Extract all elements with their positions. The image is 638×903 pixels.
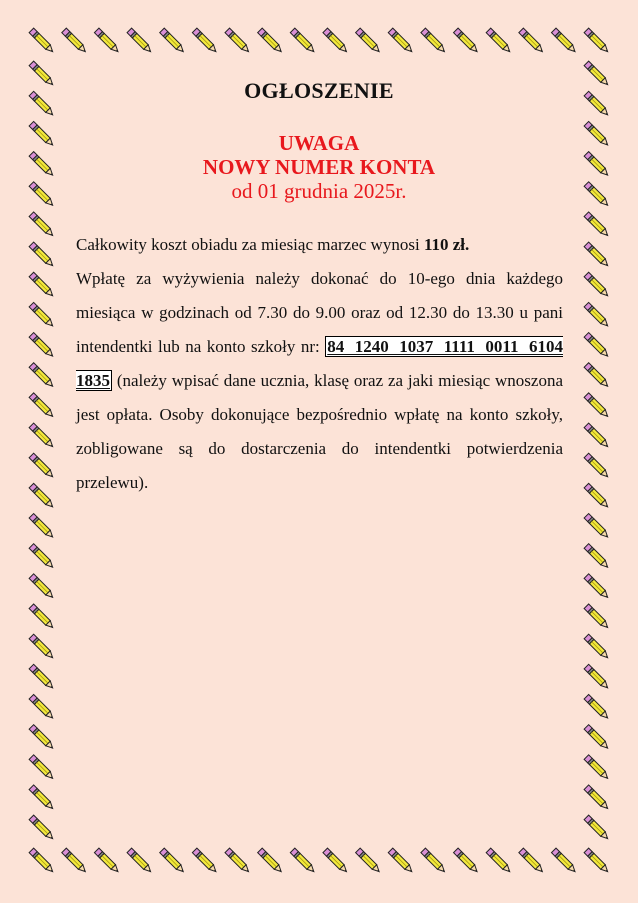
- cost-paragraph: [76, 228, 563, 262]
- pencil-icon: [29, 333, 55, 359]
- pencil-icon: [584, 634, 610, 660]
- pencil-icon: [584, 212, 610, 238]
- pencil-icon: [192, 28, 218, 54]
- notice-effective-date: od 01 grudnia 2025r.: [231, 179, 407, 203]
- pencil-icon: [421, 28, 447, 54]
- pencil-icon: [225, 848, 251, 874]
- pencil-icon: [584, 242, 610, 268]
- pencil-icon: [29, 242, 55, 268]
- pencil-icon: [584, 333, 610, 359]
- pencil-icon: [454, 848, 480, 874]
- pencil-icon: [584, 785, 610, 811]
- pencil-icon: [584, 664, 610, 690]
- pencil-icon: [584, 694, 610, 720]
- pencil-icon: [94, 28, 120, 54]
- pencil-icon: [29, 302, 55, 328]
- pencil-icon: [160, 28, 186, 54]
- pencil-icon: [584, 393, 610, 419]
- account-number: 84 1240 1037 1111 0011 6104 1835: [76, 337, 563, 390]
- pencil-icon: [29, 28, 55, 54]
- pencil-icon: [127, 848, 153, 874]
- pencil-icon: [323, 848, 349, 874]
- pencil-icon: [388, 28, 414, 54]
- pencil-icon: [29, 634, 55, 660]
- pencil-icon: [127, 28, 153, 54]
- pencil-icon: [29, 393, 55, 419]
- pencil-icon: [258, 28, 284, 54]
- pencil-icon: [584, 272, 610, 298]
- pencil-icon: [584, 848, 610, 874]
- pencil-icon: [584, 28, 610, 54]
- pencil-icon: [584, 755, 610, 781]
- pencil-icon: [551, 848, 577, 874]
- notice-warning: UWAGA: [278, 131, 360, 155]
- pencil-icon: [584, 725, 610, 751]
- pencil-icon: [29, 363, 55, 389]
- pencil-icon: [551, 28, 577, 54]
- pencil-icon: [62, 848, 88, 874]
- payment-paragraph: [76, 262, 563, 500]
- cost-amount: 110 zł.: [423, 235, 470, 254]
- pencil-icon: [323, 28, 349, 54]
- pencil-icon: [584, 483, 610, 509]
- pencil-icon: [486, 848, 512, 874]
- announcement-body: [76, 228, 563, 500]
- page-title: OGŁOSZENIE: [244, 78, 394, 103]
- pencil-icon: [258, 848, 284, 874]
- pencil-icon: [356, 28, 382, 54]
- pencil-icon: [584, 604, 610, 630]
- pencil-icon: [160, 848, 186, 874]
- pencil-icon: [192, 848, 218, 874]
- pencil-icon: [29, 755, 55, 781]
- pencil-icon: [356, 848, 382, 874]
- payment-instructions: (należy wpisać dane ucznia, klasę oraz za jaki miesiąc wnoszona jest opłata. Osoby dokonujące bezpośrednio wpłatę na konto szkoły, zobligowane są do dostarczenia do intendentki potwierdzenia przelewu).: [76, 371, 563, 492]
- pencil-icon: [584, 363, 610, 389]
- pencil-icon: [584, 544, 610, 570]
- pencil-icon: [225, 28, 251, 54]
- pencil-icon: [29, 212, 55, 238]
- pencil-icon: [454, 28, 480, 54]
- notice-new-account: NOWY NUMER KONTA: [202, 155, 436, 179]
- pencil-icon: [29, 848, 55, 874]
- pencil-icon: [29, 544, 55, 570]
- pencil-icon: [29, 483, 55, 509]
- pencil-icon: [94, 848, 120, 874]
- pencil-icon: [29, 574, 55, 600]
- pencil-icon: [29, 694, 55, 720]
- pencil-icon: [29, 423, 55, 449]
- pencil-icon: [29, 604, 55, 630]
- pencil-icon: [421, 848, 447, 874]
- cost-text: Całkowity koszt obiadu za miesiąc marzec wynosi: [76, 235, 424, 254]
- pencil-icon: [584, 453, 610, 479]
- pencil-icon: [290, 28, 316, 54]
- pencil-icon: [29, 815, 55, 841]
- pencil-icon: [486, 28, 512, 54]
- pencil-icon: [584, 423, 610, 449]
- payment-text: Wpłatę za wyżywienia należy dokonać do 10-ego dnia każdego miesiąca w godzinach od 7.30 do 9.00 oraz od 12.30 do 13.30 u pani intendentki lub na konto szkoły nr:: [76, 269, 563, 356]
- pencil-icon: [584, 815, 610, 841]
- pencil-icon: [29, 514, 55, 540]
- pencil-icon: [29, 453, 55, 479]
- pencil-icon: [519, 848, 545, 874]
- pencil-icon: [388, 848, 414, 874]
- pencil-icon: [584, 514, 610, 540]
- pencil-icon: [62, 28, 88, 54]
- pencil-icon: [29, 272, 55, 298]
- pencil-icon: [290, 848, 316, 874]
- pencil-icon: [519, 28, 545, 54]
- pencil-icon: [584, 574, 610, 600]
- pencil-icon: [29, 785, 55, 811]
- account-change-notice: [0, 131, 638, 203]
- pencil-icon: [584, 302, 610, 328]
- pencil-icon: [29, 725, 55, 751]
- pencil-icon: [29, 664, 55, 690]
